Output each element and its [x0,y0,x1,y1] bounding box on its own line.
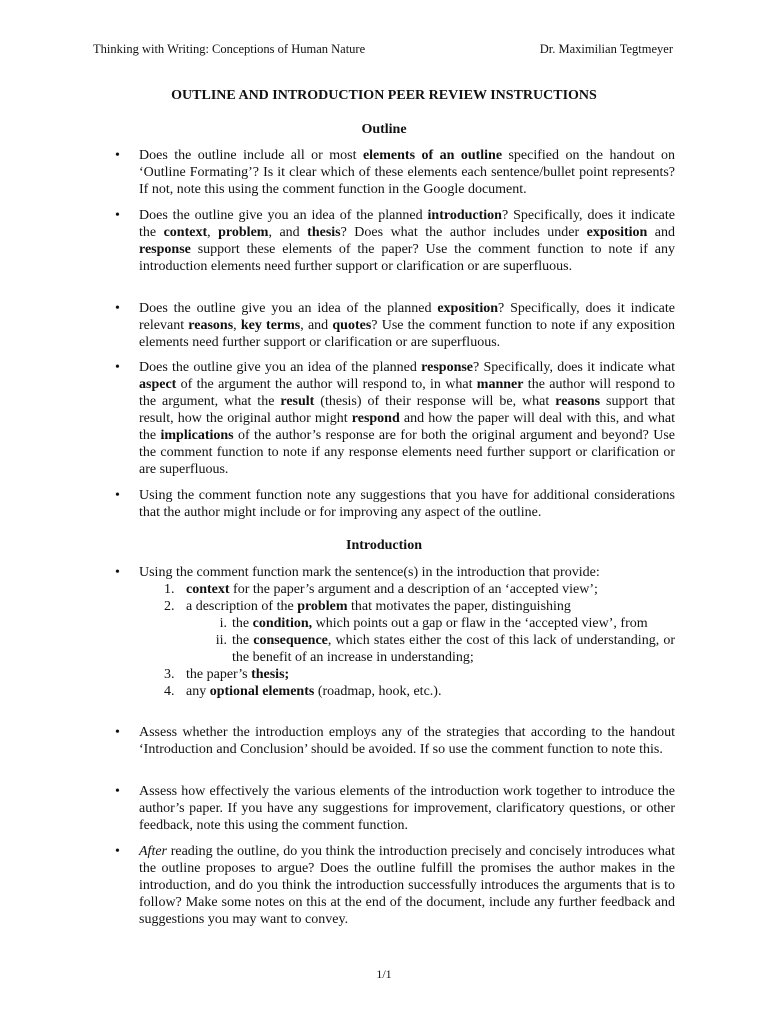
document-title: OUTLINE AND INTRODUCTION PEER REVIEW INSTRUCTIONS [171,88,597,103]
intro-bullet-1: • Using the comment function mark the sentence(s) in the introduction that provide: 1. context for the paper’s argument and a description of an ‘accepted view’; 2. a description of the problem that motivates the paper, distinguishing i. the condition, which points out a gap or flaw in the ‘accepted view’, from ii. the consequence, which states either the cost of this lack of understanding, or the benefit of an increase in understanding; 3. the paper’s thesis; 4. any optional elements (roadmap, hook, etc.). [115,564,675,700]
list-item: 4. any optional elements (roadmap, hook, etc.). [164,684,442,699]
course-title: Thinking with Writing: Conceptions of Human Nature [93,42,366,56]
intro-numbered-list [139,581,675,700]
intro-bullet-3-wrap [115,783,675,834]
page-number: 1/1 [376,967,392,981]
section-heading-outline: Outline [361,122,407,137]
instructor-name: Dr. Maximilian Tegtmeyer [539,42,673,56]
section-heading-introduction: Introduction [346,538,422,553]
intro-bullet-2: • Assess whether the introduction employs any of the strategies that according to the handout ‘Introduction and Conclusion’ should be avoided. If so use the comment function to note this. [115,724,675,758]
page-header [93,42,673,60]
intro-bullet-3: • Assess how effectively the various elements of the introduction work together to introduce the author’s paper. If you have any suggestions for improvement, clarificatory questions, or other feedback, note this using the comment function. [115,783,675,834]
list-item: ii. the consequence, which states either the cost of this lack of understanding, or the benefit of an increase in understanding; [215,633,675,665]
intro-bullet-4: • After reading the outline, do you think the introduction precisely and concisely introduces what the outline proposes to argue? Does the outline fulfill the promises the author makes in the introduction, and do you think the introduction successfully introduces the arguments that is to follow? Make some notes on this at the end of the document, include any further feedback and suggestions you may want to convey. [115,843,675,928]
list-item: 1. context for the paper’s argument and a description of an ‘accepted view’; [164,582,598,597]
intro-bullet-2-wrap [115,724,675,758]
intro-bullet-4-wrap [115,843,675,928]
list-item: 3. the paper’s thesis; [164,667,290,682]
outline-bullet-5-wrap [115,487,675,521]
outline-bullet-2-wrap [115,207,675,275]
outline-bullet-2: • Does the outline give you an idea of the planned introduction? Specifically, does it indicate the context, problem, and thesis? Does what the author includes under exposition and response support these elements of the paper? Use the comment function to note if any introduction elements need further support or clarification or are superfluous. [115,207,675,275]
outline-bullet-3: • Does the outline give you an idea of the planned exposition? Specifically, does it indicate relevant reasons, key terms, and quotes? Use the comment function to note if any exposition elements need further support or clarification or are superfluous. [115,300,675,351]
intro-bullet-1-wrap [115,564,675,700]
list-item: i. the condition, which points out a gap or flaw in the ‘accepted view’, from [219,616,648,631]
outline-bullets [115,147,675,198]
outline-bullet-1: • Does the outline include all or most elements of an outline specified on the handout on ‘Outline Formating’? Is it clear which of these elements each sentence/bullet point represents? If not, note this using the comment function in the Google document. [115,147,675,198]
outline-bullet-3-wrap [115,300,675,351]
outline-bullet-4: • Does the outline give you an idea of the planned response? Specifically, does it indicate what aspect of the argument the author will respond to, in what manner the author will respond to the argument, what the result (thesis) of their response will be, what reasons support that result, how the original author might respond and how the paper will deal with this, and what the implications of the author’s response are for both the original argument and beyond? Use the comment function to note if any response elements need further support or clarification or are superfluous. [115,359,675,478]
outline-bullet-4-wrap [115,359,675,478]
list-item: 2. a description of the problem that motivates the paper, distinguishing [164,599,571,614]
outline-bullet-5: • Using the comment function note any suggestions that you have for additional considerations that the author might include or for improving any aspect of the outline. [115,487,675,521]
